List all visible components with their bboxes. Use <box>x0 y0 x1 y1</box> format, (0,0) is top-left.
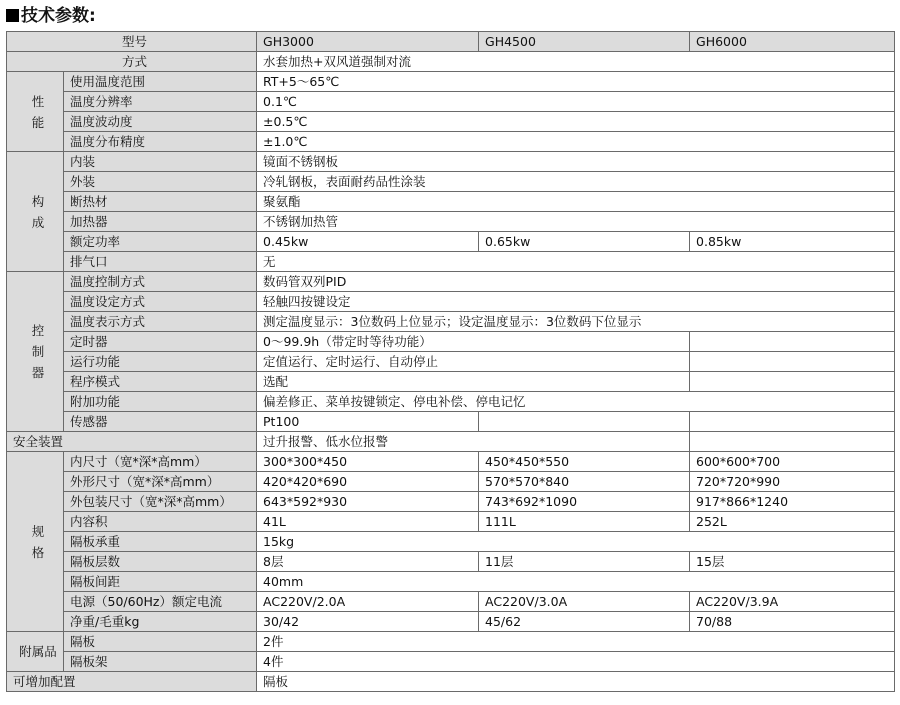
row-value: 2件 <box>257 632 895 652</box>
row-label: 外包装尺寸（宽*深*高mm） <box>64 492 257 512</box>
category-specs <box>7 452 64 632</box>
row-label: 温度控制方式 <box>64 272 257 292</box>
row-value: 数码管双列PID <box>257 272 895 292</box>
table-row <box>7 372 895 392</box>
category-char: 格 <box>31 544 45 560</box>
table-row <box>7 472 895 492</box>
row-value: AC220V/3.9A <box>690 592 895 612</box>
table-row <box>7 592 895 612</box>
row-value: 无 <box>257 252 895 272</box>
row-value: 570*570*840 <box>479 472 690 492</box>
row-value: 测定温度显示：3位数码上位显示；设定温度显示：3位数码下位显示 <box>257 312 895 332</box>
table-row <box>7 432 895 452</box>
category-char: 制 <box>31 344 45 359</box>
table-row <box>7 492 895 512</box>
row-value: 30/42 <box>257 612 479 632</box>
row-value: 4件 <box>257 652 895 672</box>
row-value: 41L <box>257 512 479 532</box>
row-value: ±1.0℃ <box>257 132 895 152</box>
table-row <box>7 632 895 652</box>
category-char: 成 <box>31 214 45 230</box>
row-label: 传感器 <box>64 412 257 432</box>
table-row <box>7 312 895 332</box>
row-label: 温度波动度 <box>64 112 257 132</box>
empty-cell <box>690 352 895 372</box>
table-row <box>7 612 895 632</box>
empty-cell <box>690 432 895 452</box>
row-value: 450*450*550 <box>479 452 690 472</box>
empty-cell <box>690 332 895 352</box>
row-label: 排气口 <box>64 252 257 272</box>
category-char: 能 <box>31 114 45 130</box>
row-label: 外装 <box>64 172 257 192</box>
category-controller <box>7 272 64 432</box>
row-value: 不锈钢加热管 <box>257 212 895 232</box>
table-row <box>7 152 895 172</box>
row-value: 15kg <box>257 532 895 552</box>
row-value: 0.65kw <box>479 232 690 252</box>
table-row <box>7 232 895 252</box>
row-label: 隔板 <box>64 632 257 652</box>
row-value: 轻触四按键设定 <box>257 292 895 312</box>
row-label: 净重/毛重kg <box>64 612 257 632</box>
table-row <box>7 132 895 152</box>
empty-cell <box>690 412 895 432</box>
row-value: 定值运行、定时运行、自动停止 <box>257 352 690 372</box>
row-value: 聚氨酯 <box>257 192 895 212</box>
row-value: 偏差修正、菜单按键锁定、停电补偿、停电记忆 <box>257 392 895 412</box>
table-row <box>7 672 895 692</box>
table-row <box>7 532 895 552</box>
row-label: 方式 <box>7 52 257 72</box>
table-row <box>7 352 895 372</box>
title-text: 技术参数: <box>21 6 96 26</box>
table-row <box>7 252 895 272</box>
table-row <box>7 272 895 292</box>
row-value: 15层 <box>690 552 895 572</box>
row-value: AC220V/3.0A <box>479 592 690 612</box>
row-label: 使用温度范围 <box>64 72 257 92</box>
table-row <box>7 412 895 432</box>
row-value: 720*720*990 <box>690 472 895 492</box>
model-gh3000: GH3000 <box>257 32 479 52</box>
row-label: 温度表示方式 <box>64 312 257 332</box>
table-row <box>7 292 895 312</box>
row-label: 安全装置 <box>7 432 257 452</box>
row-label: 运行功能 <box>64 352 257 372</box>
header-label: 型号 <box>7 32 257 52</box>
row-label: 隔板间距 <box>64 572 257 592</box>
row-label: 内容积 <box>64 512 257 532</box>
row-value: 镜面不锈钢板 <box>257 152 895 172</box>
table-row <box>7 92 895 112</box>
row-label: 温度分辨率 <box>64 92 257 112</box>
table-row <box>7 52 895 72</box>
row-label: 断热材 <box>64 192 257 212</box>
table-row <box>7 552 895 572</box>
category-char: 规 <box>31 523 45 539</box>
category-char: 性 <box>31 93 45 109</box>
row-value: 300*300*450 <box>257 452 479 472</box>
row-value: 917*866*1240 <box>690 492 895 512</box>
page-title <box>6 4 96 28</box>
row-value: 冷轧钢板，表面耐药品性涂装 <box>257 172 895 192</box>
row-value: AC220V/2.0A <box>257 592 479 612</box>
row-label: 电源（50/60Hz）额定电流 <box>64 592 257 612</box>
category-char: 器 <box>31 365 45 380</box>
table-row <box>7 192 895 212</box>
row-label: 隔板承重 <box>64 532 257 552</box>
row-value: 水套加热+双风道强制对流 <box>257 52 895 72</box>
category-char: 控 <box>31 323 45 338</box>
table-row <box>7 392 895 412</box>
row-value: 选配 <box>257 372 690 392</box>
row-label: 内装 <box>64 152 257 172</box>
table-row <box>7 112 895 132</box>
row-label: 程序模式 <box>64 372 257 392</box>
category-char: 构 <box>31 193 45 209</box>
row-label: 额定功率 <box>64 232 257 252</box>
row-label: 温度设定方式 <box>64 292 257 312</box>
row-label: 附加功能 <box>64 392 257 412</box>
empty-cell <box>479 412 690 432</box>
row-value: ±0.5℃ <box>257 112 895 132</box>
table-row <box>7 452 895 472</box>
row-label: 温度分布精度 <box>64 132 257 152</box>
table-row <box>7 212 895 232</box>
row-value: 70/88 <box>690 612 895 632</box>
row-value: 11层 <box>479 552 690 572</box>
empty-cell <box>690 372 895 392</box>
model-gh4500: GH4500 <box>479 32 690 52</box>
row-label: 内尺寸（宽*深*高mm） <box>64 452 257 472</box>
row-value: 0～99.9h（带定时等待功能） <box>257 332 690 352</box>
row-value: 隔板 <box>257 672 895 692</box>
row-value: RT+5～65℃ <box>257 72 895 92</box>
table-row <box>7 72 895 92</box>
row-value: 0.45kw <box>257 232 479 252</box>
row-value: 111L <box>479 512 690 532</box>
row-label: 可增加配置 <box>7 672 257 692</box>
row-value: Pt100 <box>257 412 479 432</box>
row-value: 0.1℃ <box>257 92 895 112</box>
row-value: 45/62 <box>479 612 690 632</box>
spec-table <box>6 31 895 692</box>
row-label: 隔板架 <box>64 652 257 672</box>
category-accessories: 附属品 <box>7 632 64 672</box>
table-row <box>7 332 895 352</box>
row-label: 加热器 <box>64 212 257 232</box>
row-value: 420*420*690 <box>257 472 479 492</box>
table-row <box>7 572 895 592</box>
row-value: 40mm <box>257 572 895 592</box>
table-row <box>7 32 895 52</box>
row-value: 743*692*1090 <box>479 492 690 512</box>
category-performance <box>7 72 64 152</box>
row-value: 8层 <box>257 552 479 572</box>
model-gh6000: GH6000 <box>690 32 895 52</box>
category-construction <box>7 152 64 272</box>
row-label: 定时器 <box>64 332 257 352</box>
row-value: 643*592*930 <box>257 492 479 512</box>
table-row <box>7 652 895 672</box>
row-label: 隔板层数 <box>64 552 257 572</box>
row-value: 0.85kw <box>690 232 895 252</box>
row-value: 过升报警、低水位报警 <box>257 432 690 452</box>
table-row <box>7 512 895 532</box>
square-bullet-icon <box>6 9 19 22</box>
row-label: 外形尺寸（宽*深*高mm） <box>64 472 257 492</box>
row-value: 252L <box>690 512 895 532</box>
row-value: 600*600*700 <box>690 452 895 472</box>
table-row <box>7 172 895 192</box>
